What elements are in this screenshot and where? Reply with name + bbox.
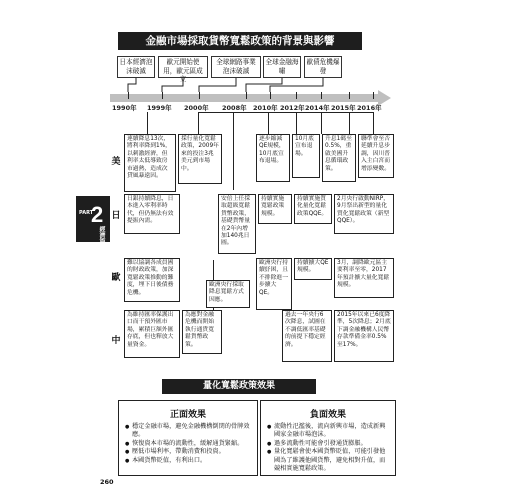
section-title (162, 379, 316, 394)
negative-effects-heading: 負面效果 (309, 410, 346, 420)
list-item: ● 穩定金融市場，避免金融機構倒閉的骨牌效應。 (125, 423, 252, 440)
positive-effects-heading: 正面效果 (169, 410, 206, 420)
year-label: 2010年 (253, 104, 278, 112)
year-dropline (233, 112, 234, 190)
year-label: 2016年 (357, 104, 382, 112)
year-dropline (268, 112, 269, 134)
list-item: ● 本國貨幣貶值，有利出口。 (125, 457, 252, 465)
event-dotcom-bust: 全球網路事業泡沫破滅 (211, 56, 261, 78)
part-label: PART (79, 210, 94, 216)
event-euro-debt-crisis: 歐債危機爆發 (304, 56, 342, 78)
cell-jp-2015: 持續實施質化量化寬鬆政策QQE。 (294, 194, 332, 224)
cell-eu-2012: 歐洲央行持續紓困，且不排除進一步擴大QE。 (256, 258, 292, 310)
year-dropline (198, 112, 373, 113)
event-japan-bubble: 日本經濟泡沫破滅 (117, 56, 155, 78)
year-label: 2000年 (184, 104, 209, 112)
cell-cn-2000s: 為維持匯率保護出口而干預外匯市場，累積巨額外匯存底，但也釋放大量資金。 (124, 310, 180, 358)
cell-eu-2015: 持續擴大QE規模。 (294, 258, 332, 280)
row-label-eu: 歐 (111, 273, 121, 283)
list-item: ● 過多流動性可能會引發通貨膨脹。 (267, 440, 390, 448)
cell-us-2008: 採行量化寬鬆政策，2009年來的投注3兆美元到市場中。 (178, 134, 222, 184)
cell-cn-2015: 過去一年央行6次降息，試圖在不調低匯率基礎的前提下穩定經濟。 (282, 310, 332, 362)
cell-eu-2008: 歐洲央行採取降息寬鬆方式因應。 (206, 280, 250, 308)
timeline-tick (199, 92, 200, 99)
positive-effects-list (119, 423, 257, 465)
cell-cn-2016: 2015年以來已6度降準，5次降息；2月底下調金融機構人民幣存款準備金率0.5%至17%。 (334, 310, 394, 362)
list-item: ● 量化寬鬆會使本國貨幣貶值，可能引發他國為了維護他國貨幣，避免相對升值，而競相實施寬鬆政策。 (267, 448, 390, 473)
year-label: 2012年 (280, 104, 305, 112)
year-label: 2008年 (222, 104, 247, 112)
timeline-tick (349, 92, 350, 99)
event-financial-crisis: 全球金融海嘯 (263, 56, 301, 78)
cell-eu-1999: 難以協調各成員國的財政政策，加深寬鬆政策推動的難度，埋下日後債務危機。 (124, 258, 180, 302)
timeline-tick (246, 92, 247, 99)
year-dropline (321, 112, 322, 134)
year-dropline (373, 112, 374, 134)
timeline-tick (373, 92, 374, 99)
negative-effects-panel (260, 400, 396, 476)
cell-jp-2013: 持續實施寬鬆政策規模。 (258, 194, 292, 224)
year-label: 1990年 (112, 104, 137, 112)
cell-us-2014: 逐步縮減QE規模，10月底宣布退場。 (256, 134, 290, 182)
cell-jp-1990s: 日銀持續降息，日本進入零利率時代，但仍無法有效提振內需。 (124, 194, 180, 234)
year-label: 2014年 (305, 104, 330, 112)
row-label-cn: 中 (111, 336, 121, 346)
cell-jp-2016: 2月央行啟動NIRP，9月祭出新型的量化質化寬鬆政策（新型QQE）。 (334, 194, 394, 234)
section-title-text: 量化寬鬆政策效果 (202, 381, 275, 391)
part-tab-label (98, 226, 108, 246)
year-dropline (296, 112, 297, 134)
year-label: 1999年 (147, 104, 172, 112)
page-number: 260 (100, 478, 114, 486)
list-item: ● 恢復資本市場的流動性，緩解通貨緊縮。 (125, 440, 252, 448)
year-dropline (198, 112, 199, 134)
event-euro-launch: 歐元開始使用，歐元區成立 (158, 56, 208, 78)
row-label-jp: 日 (111, 211, 121, 221)
timeline-tick (128, 92, 129, 99)
positive-effects-panel (118, 400, 258, 476)
list-item: ● 壓低市場利率，帶動消費和投資。 (125, 448, 252, 456)
part-tab-label-text: 經濟篇 (98, 226, 105, 244)
cell-us-2015: 升息1碼至0.5%，重啟美國升息循環政策。 (322, 134, 356, 182)
year-dropline (349, 112, 350, 134)
cell-cn-2008: 為應對金融危機而開始執行通貨寬鬆貨幣政策。 (182, 310, 222, 354)
timeline-tick (162, 92, 163, 99)
cell-eu-2016: 3月，調降歐元區主要利率至零，2017年預計擴大量化寬鬆規模。 (334, 258, 394, 298)
part-number: 2 (91, 202, 104, 227)
cell-us-2000: 連續降息13次，將利率降到1%，以刺激經濟，但利率太低導致房市過熱，造成次貸風暴遠因。 (124, 134, 176, 192)
row-label-us: 美 (111, 157, 121, 167)
year-label: 2015年 (331, 104, 356, 112)
negative-effects-list (261, 423, 395, 473)
cell-us-2016: 聯準會至否延續升息步調，因川普入主白宮而增添變數。 (358, 134, 394, 178)
year-dropline (147, 112, 148, 134)
cell-jp-2012: 安倍上任採取超級寬鬆貨幣政策，基礎貨幣量在2年內增加140兆日圓。 (218, 194, 256, 254)
timeline-tick (270, 92, 271, 99)
timeline-tick (321, 92, 322, 99)
cell-us-2014b: 10月底宣布退場。 (292, 134, 320, 178)
timeline-tick (296, 92, 297, 99)
list-item: ● 流動性氾濫後，流向新興市場，造成新興國家金融市場泡沫。 (267, 423, 390, 440)
page-title-text: 金融市場採取貨幣寬鬆政策的背景與影響 (145, 35, 335, 47)
